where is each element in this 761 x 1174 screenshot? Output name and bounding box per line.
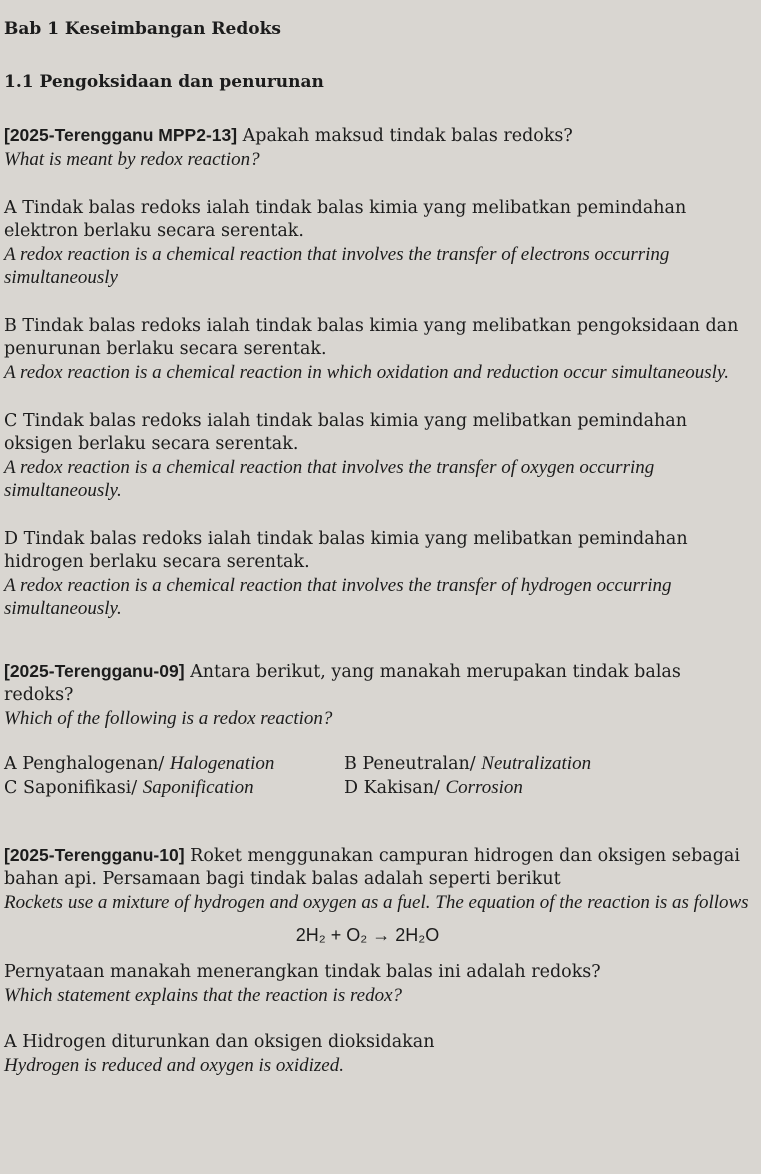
option-d-ms: D Tindak balas redoks ialah tindak balas kimia yang melibatkan pemindahan hidrogen berlaku secara serentak. [4, 529, 688, 572]
question-2-option-c [4, 776, 344, 800]
chapter-title: Bab 1 Keseimbangan Redoks [4, 19, 281, 39]
option-c-en: Saponification [142, 777, 254, 798]
option-b-en: Neutralization [481, 753, 592, 774]
option-a-en: Halogenation [169, 753, 275, 774]
option-b-ms: B Peneutralan/ [344, 754, 476, 774]
question-3-stem-ms: Roket menggunakan campuran hidrogen dan oksigen sebagai bahan api. Persamaan bagi tindak balas adalah seperti berikut [4, 846, 740, 889]
question-1-option-c [4, 410, 761, 502]
question-2-option-b [344, 752, 724, 776]
option-a-ms: A Penghalogenan/ [4, 754, 165, 774]
question-3-stem-en: Rockets use a mixture of hydrogen and oxygen as a fuel. The equation of the reaction is as follows [4, 892, 749, 913]
question-1-stem [4, 124, 761, 148]
question-1-option-b [4, 315, 761, 384]
section-title: 1.1 Pengoksidaan dan penurunan [4, 72, 324, 92]
question-2 [4, 660, 761, 800]
option-d-en: Corrosion [445, 777, 523, 798]
question-2-stem [4, 660, 761, 707]
option-a-ms: A Hidrogen diturunkan dan oksigen dioksidakan [4, 1032, 435, 1052]
chemical-equation: 2H₂ + O₂ → 2H₂O [295, 925, 440, 945]
option-b-ms: B Tindak balas redoks ialah tindak balas kimia yang melibatkan pengoksidaan dan penurunan berlaku secara serentak. [4, 316, 739, 359]
question-3-question-ms: Pernyataan manakah menerangkan tindak balas ini adalah redoks? [4, 962, 601, 982]
option-d-en: A redox reaction is a chemical reaction that involves the transfer of hydrogen occurring simultaneously. [4, 575, 672, 619]
question-3-question-en: Which statement explains that the reaction is redox? [4, 985, 403, 1006]
question-2-options [4, 752, 761, 800]
question-1-option-d [4, 528, 761, 620]
question-3-tag: [2025-Terengganu-10] [4, 845, 185, 865]
option-c-en: A redox reaction is a chemical reaction that involves the transfer of oxygen occurring simultaneously. [4, 457, 655, 501]
question-1-tag: [2025-Terengganu MPP2-13] [4, 125, 238, 145]
option-c-ms: C Saponifikasi/ [4, 778, 138, 798]
option-a-ms: A Tindak balas redoks ialah tindak balas kimia yang melibatkan pemindahan elektron berlaku secara serentak. [4, 198, 687, 241]
option-a-en: Hydrogen is reduced and oxygen is oxidized. [4, 1055, 344, 1076]
question-3-stem [4, 844, 761, 891]
question-2-stem-en: Which of the following is a redox reaction? [4, 708, 333, 729]
option-b-en: A redox reaction is a chemical reaction in which oxidation and reduction occur simultaneously. [4, 362, 730, 383]
question-2-option-a [4, 752, 344, 776]
option-c-ms: C Tindak balas redoks ialah tindak balas kimia yang melibatkan pemindahan oksigen berlaku secara serentak. [4, 411, 687, 454]
question-1-option-a [4, 197, 761, 289]
question-3 [4, 844, 761, 1077]
question-2-option-d [344, 776, 724, 800]
option-a-en: A redox reaction is a chemical reaction that involves the transfer of electrons occurring simultaneously [4, 244, 670, 288]
question-1 [4, 124, 761, 620]
question-1-stem-en: What is meant by redox reaction? [4, 149, 260, 170]
question-3-option-a [4, 1031, 761, 1077]
option-d-ms: D Kakisan/ [344, 778, 440, 798]
question-1-stem-ms: Apakah maksud tindak balas redoks? [242, 126, 573, 146]
question-2-tag: [2025-Terengganu-09] [4, 661, 185, 681]
question-2-stem-ms: Antara berikut, yang manakah merupakan tindak balas redoks? [4, 662, 681, 705]
